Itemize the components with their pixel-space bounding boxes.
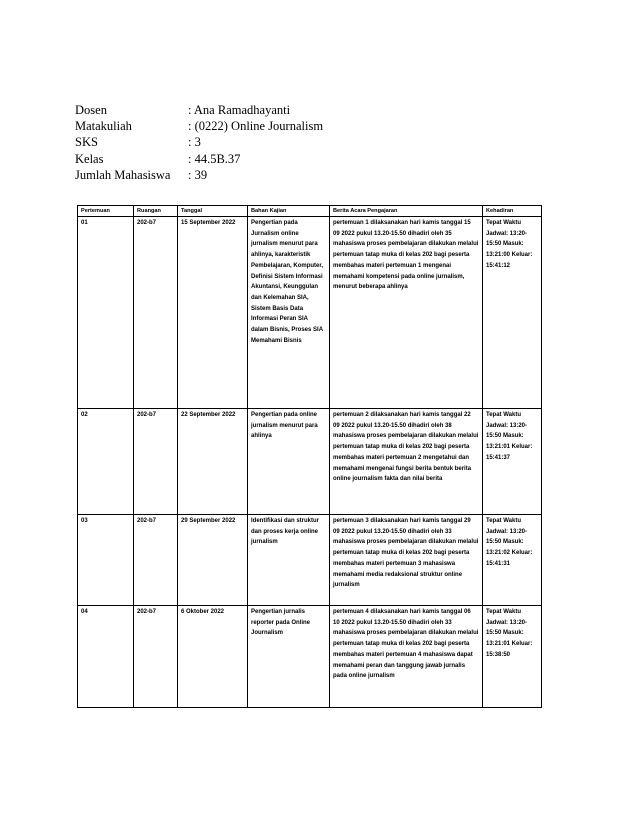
cell-ruangan: 202-b7 <box>134 409 178 515</box>
info-value: : (0222) Online Journalism <box>188 119 324 134</box>
cell-berita-acara: pertemuan 2 dilaksanakan hari kamis tanggal 22 09 2022 pukul 13.20-15.50 dihadiri oleh 38 mahasiswa proses pembelajaran dilakukan melalui pertemuan tatap muka di kelas 202 bagi peserta membahas materi pertemuan 2 mengetahui dan memahami mengenai fungsi berita bentuk berita online journalism fakta dan nilai berita <box>330 409 483 515</box>
cell-kehadiran: Tepat Waktu Jadwal: 13:20-15:50 Masuk: 13:21:02 Keluar: 15:41:31 <box>483 515 542 606</box>
cell-ruangan: 202-b7 <box>134 217 178 409</box>
info-label: Dosen <box>75 103 107 117</box>
cell-tanggal: 6 Oktober 2022 <box>178 606 248 708</box>
cell-kehadiran: Tepat Waktu Jadwal: 13:20-15:50 Masuk: 13:21:01 Keluar: 15:38:50 <box>483 606 542 708</box>
table-row <box>78 515 542 606</box>
cell-bahan-kajian: Pengertian pada online jurnalism menurut para ahlinya <box>248 409 330 515</box>
table-row <box>78 409 542 515</box>
cell-pertemuan: 01 <box>78 217 134 409</box>
cell-berita-acara: pertemuan 3 dilaksanakan hari kamis tanggal 29 09 2022 pukul 13.20-15.50 dihadiri oleh 33 mahasiswa proses pembelajaran dilakukan melalui pertemuan tatap muka di kelas 202 bagi peserta membahas materi pertemuan 3 mahasiswa memahami media redaksional struktur online jurnalism <box>330 515 483 606</box>
cell-tanggal: 29 September 2022 <box>178 515 248 606</box>
info-row-matakuliah <box>75 118 323 134</box>
info-value: : 39 <box>188 167 208 182</box>
column-header-pertemuan: Pertemuan <box>78 206 134 217</box>
cell-berita-acara: pertemuan 4 dilaksanakan hari kamis tanggal 06 10 2022 pukul 13.20-15.50 dihadiri oleh 33 mahasiswa proses pembelajaran dilakukan melalui pertemuan tatap muka di kelas 202 bagi peserta membahas materi pertemuan 4 mahasiswa dapat memahami peran dan tanggung jawab jurnalis pada online jurnalism <box>330 606 483 708</box>
info-row-dosen <box>75 102 323 118</box>
cell-kehadiran: Tepat Waktu Jadwal: 13:20-15:50 Masuk: 13:21:00 Keluar: 15:41:12 <box>483 217 542 409</box>
cell-bahan-kajian: Identifikasi dan struktur dan proses kerja online jurnalism <box>248 515 330 606</box>
cell-tanggal: 15 September 2022 <box>178 217 248 409</box>
cell-kehadiran: Tepat Waktu Jadwal: 13:20-15:50 Masuk: 13:21:01 Keluar: 15:41:37 <box>483 409 542 515</box>
info-label: Jumlah Mahasiswa <box>75 167 171 182</box>
table-row <box>78 217 542 409</box>
cell-berita-acara: pertemuan 1 dilaksanakan hari kamis tanggal 15 09 2022 pukul 13.20-15.50 dihadiri oleh 35 mahasiswa proses pembelajaran dilakukan melalui pertemuan tatap muka di kelas 202 bagi peserta membahas materi pertemuan 1 mengenai memahami kompetensi pada online jurnalism, menurut beberapa ahlinya <box>330 217 483 409</box>
info-label: SKS <box>75 135 98 150</box>
info-label: Matakuliah <box>75 119 132 134</box>
info-value: : 3 <box>188 135 201 150</box>
cell-ruangan: 202-b7 <box>134 515 178 606</box>
cell-bahan-kajian: Pengertian pada Jurnalism online jurnalism menurut para ahlinya, karakteristik Pembelajaran, Komputer, Definisi Sistem Informasi Akuntansi, Keunggulan dan Kelemahan SIA, Sistem Basis Data Informasi Peran SIA dalam Bisnis, Proses SIA Memahami Bisnis <box>248 217 330 409</box>
info-label: Kelas <box>75 151 104 166</box>
info-row-kelas <box>75 151 323 167</box>
info-value: : Ana Ramadhayanti <box>188 103 291 117</box>
course-info <box>75 102 323 183</box>
column-header-kehadiran: Kehadiran <box>483 206 542 217</box>
cell-pertemuan: 02 <box>78 409 134 515</box>
info-value: : 44.5B.37 <box>188 151 241 166</box>
attendance-table <box>77 205 542 708</box>
column-header-tanggal: Tanggal <box>178 206 248 217</box>
cell-bahan-kajian: Pengertian jurnalis reporter pada Online Journalism <box>248 606 330 708</box>
info-row-jumlah-mahasiswa <box>75 167 323 183</box>
cell-ruangan: 202-b7 <box>134 606 178 708</box>
table-header-row <box>78 206 542 217</box>
column-header-ruangan: Ruangan <box>134 206 178 217</box>
cell-pertemuan: 03 <box>78 515 134 606</box>
cell-tanggal: 22 September 2022 <box>178 409 248 515</box>
cell-pertemuan: 04 <box>78 606 134 708</box>
column-header-bahan-kajian: Bahan Kajian <box>248 206 330 217</box>
column-header-berita-acara: Berita Acara Pengajaran <box>330 206 483 217</box>
info-row-sks <box>75 134 323 150</box>
table-row <box>78 606 542 708</box>
